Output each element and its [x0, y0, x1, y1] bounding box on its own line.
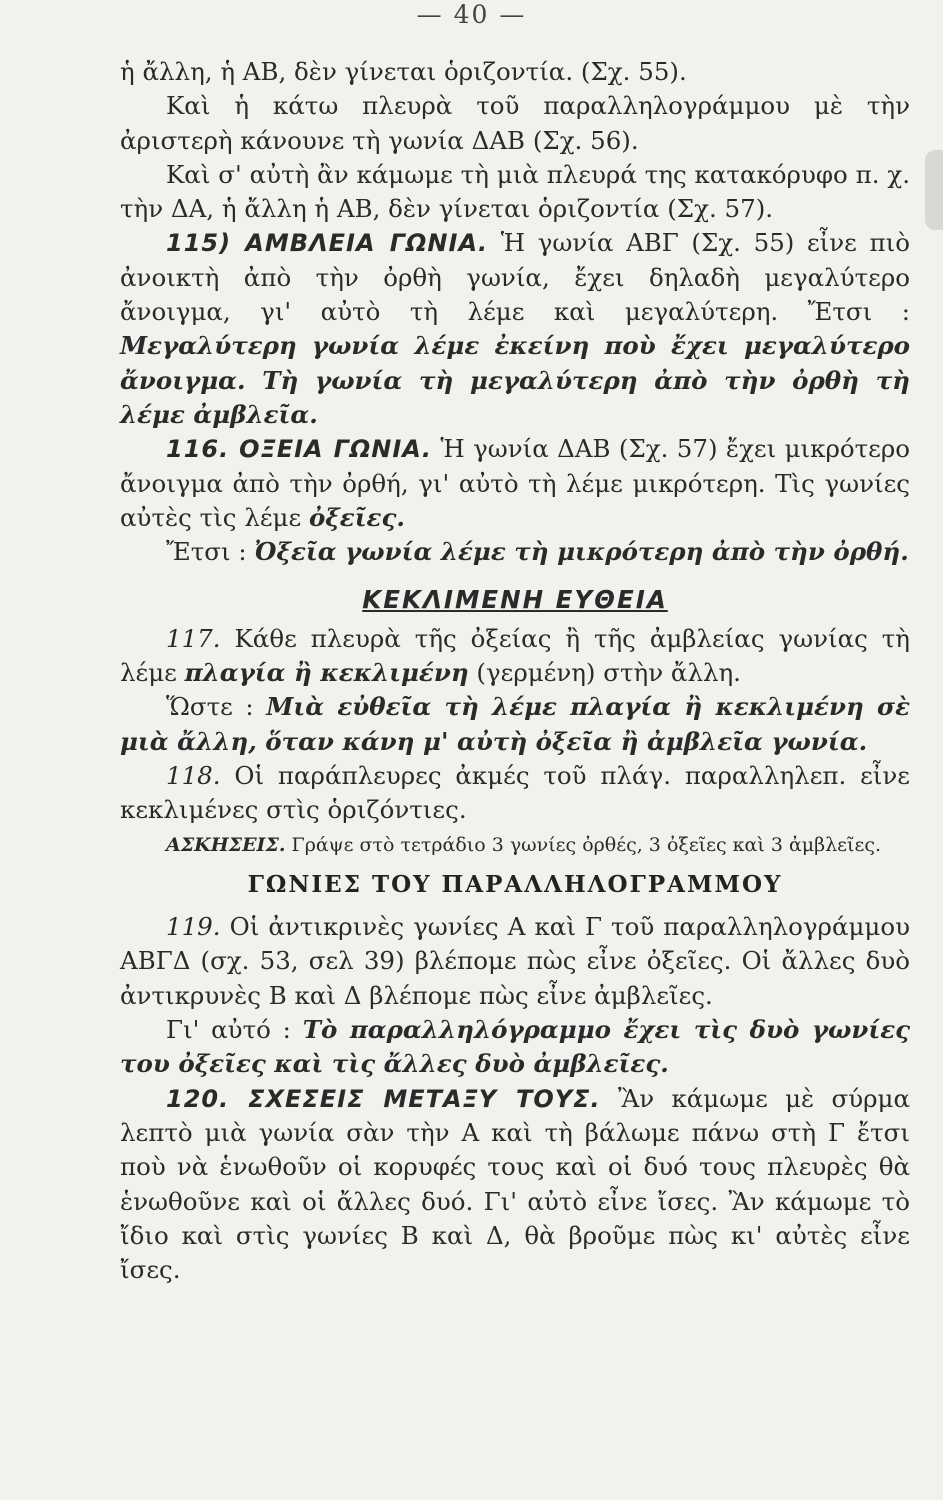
section-text: (γερμένη) στὴν ἄλλη. [468, 658, 741, 688]
section-116 [120, 432, 910, 535]
definition: Τὸ παραλληλόγραμμο ἔχει τὶς δυὸ γωνίες του ὀξεῖες καὶ τὶς ἄλλες δυὸ ἀμβλεῖες. [120, 1015, 911, 1079]
section-text: Ἡ γωνία ΔΑΒ (Σχ. 57) ἔχει μικρότερο ἄνοιγμα ἀπὸ τὴν ὀρθή, γι' αὐτὸ τὴ λέμε μικρότερη. Τὶς γωνίες αὐτὲς τὶς λέμε [120, 434, 910, 532]
section-118 [120, 759, 910, 828]
section-text: Ἡ γωνία ΑΒΓ (Σχ. 55) εἶνε πιὸ ἀνοικτὴ ἀπὸ τὴν ὀρθὴ γωνία, ἔχει δηλαδὴ μεγαλύτερο ἄνοιγμα, γι' αὐτὸ τὴ λέμε καὶ μεγαλύτερη. Ἔτσι : [120, 228, 910, 327]
text-line: Ὥστε : [166, 692, 267, 722]
section-number: 119. [166, 912, 221, 942]
definition: Μιὰ εὐθεῖα τὴ λέμε πλαγία ἢ κεκλιμένη σὲ μιὰ ἄλλη, ὅταν κάνη μ' αὐτὴ ὀξεῖα ἢ ἀμβλεῖα γωνία. [120, 692, 910, 756]
definition: Μεγαλύτερη γωνία λέμε ἐκείνη ποὺ ἔχει μεγαλύτερο ἄνοιγμα. Τὴ γωνία τὴ μεγαλύτερη ἀπὸ τὴν ὀρθὴ τὴ λέμε ἀμβλεῖα. [120, 331, 910, 429]
text-line: Γι' αὐτό : [166, 1015, 303, 1045]
section-number: 117. [166, 623, 221, 653]
text-line: ἡ ἄλλη, ἡ ΑΒ, δὲν γίνεται ὁριζοντία. (Σχ. 55). [120, 57, 687, 86]
section-heading: 120. ΣΧΕΣΕΙΣ ΜΕΤΑΞΥ ΤΟΥΣ. [166, 1084, 601, 1113]
paragraph [120, 158, 910, 227]
paragraph [120, 535, 910, 569]
page-number: — 40 — [416, 0, 527, 29]
section-text: Οἱ ἀντικρινὲς γωνίες Α καὶ Γ τοῦ παραλληλογράμμου ΑΒΓΔ (σχ. 53, σελ 39) βλέπομε πὼς εἶνε ὀξεῖες. Οἱ ἄλλες δυὸ ἀντικρυνὲς Β καὶ Δ βλέπομε πὼς εἶνε ἀμβλεῖες. [120, 912, 910, 1010]
page-edge-stain [925, 150, 943, 230]
section-120 [120, 1082, 910, 1288]
text-line: Ἔτσι : [166, 537, 255, 567]
section-text: Ἂν κάμωμε μὲ σύρμα λεπτὸ μιὰ γωνία σὰν τὴν Α καὶ τὴ βάλωμε πάνω στὴ Γ ἔτσι ποὺ νὰ ἑνωθοῦν οἱ κορυφές τους καὶ οἱ δυό τους πλευρὲς θὰ ἑνωθοῦνε καὶ οἱ ἄλλες δυό. Γι' αὐτὸ εἶνε ἴσες. Ἂν κάμωμε τὸ ἴδιο καὶ στὶς γωνίες Β καὶ Δ, θὰ βροῦμε πὼς κι' αὐτὲς εἶνε ἴσες. [120, 1083, 910, 1285]
section-117 [120, 622, 910, 691]
page-body [120, 55, 910, 1287]
term: ὀξεῖες. [308, 502, 405, 532]
exercises-text: Γράψε στὸ τετράδιο 3 γωνίες ὀρθές, 3 ὀξεῖες καὶ 3 ἀμβλεῖες. [285, 833, 882, 856]
exercises-label: ΑΣΚΗΣΕΙΣ. [166, 833, 286, 856]
text-line: Καὶ σ' αὐτὴ ἂν κάμωμε τὴ μιὰ πλευρά της κατακόρυφο π. χ. τὴν ΔΑ, ἡ ἄλλη ἡ ΑΒ, δὲν γίνεται ὁριζοντία (Σχ. 57). [120, 159, 910, 224]
section-119 [120, 910, 910, 1013]
section-115 [120, 226, 910, 432]
section-number: 118. [166, 760, 221, 790]
section-heading: 116. ΟΞΕΙΑ ΓΩΝΙΑ. [166, 435, 432, 464]
paragraph [120, 55, 910, 89]
paragraph [120, 690, 910, 759]
paragraph [120, 1013, 910, 1082]
section-text: Οἱ παράπλευρες ἀκμές τοῦ πλάγ. παραλληλεπ. εἶνε κεκλιμένες στὶς ὁριζόντιες. [120, 760, 910, 825]
section-heading: 115) ΑΜΒΛΕΙΑ ΓΩΝΙΑ. [166, 229, 489, 258]
definition: Ὀξεῖα γωνία λέμε τὴ μικρότερη ἀπὸ τὴν ὀρθή. [254, 537, 909, 567]
chapter-heading: ΓΩΝΙΕΣ ΤΟΥ ΠΑΡΑΛΛΗΛΟΓΡΑΜΜΟΥ [247, 870, 783, 898]
sub-heading: ΚΕΚΛΙΜΕΝΗ ΕΥΘΕΙΑ [362, 585, 668, 615]
exercises [120, 828, 910, 862]
section-text: Κάθε πλευρὰ τῆς ὀξείας ἢ τῆς ἀμβλείας γωνίας τὴ λέμε [120, 623, 910, 688]
text-line: Καὶ ἡ κάτω πλευρὰ τοῦ παραλληλογράμμου μὲ τὴν ἀριστερὴ κάνουνε τὴ γωνία ΔΑΒ (Σχ. 56). [120, 91, 910, 155]
term: πλαγία ἢ κεκλιμένη [184, 658, 469, 688]
paragraph [120, 89, 910, 158]
